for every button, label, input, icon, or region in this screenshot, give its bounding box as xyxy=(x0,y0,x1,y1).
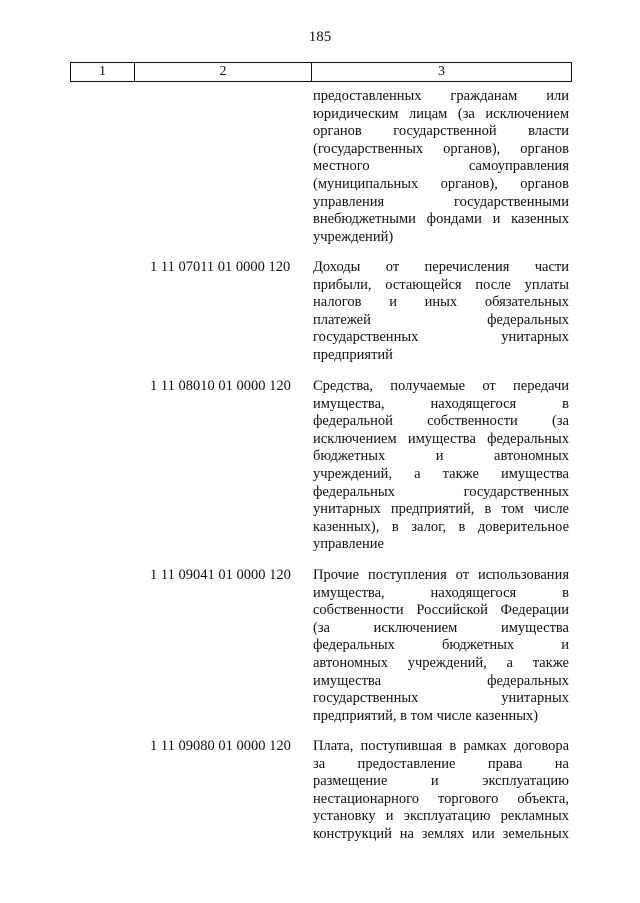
description-line: имущества, находящегося в xyxy=(313,395,569,412)
description-line: предоставленных гражданам или xyxy=(313,88,569,104)
budget-code: 1 11 09080 01 0000 120 xyxy=(150,738,291,754)
column-header-3: 3 xyxy=(312,63,572,82)
income-description xyxy=(313,88,569,246)
description-line: учреждений) xyxy=(313,228,394,245)
table-header xyxy=(70,62,572,82)
description-line: имущества федеральных xyxy=(313,672,569,689)
description-line: установку и эксплуатацию рекламных xyxy=(313,808,569,825)
description-line: унитарных предприятий, в том числе xyxy=(313,501,569,518)
description-line: прибыли, остающейся после уплаты xyxy=(313,276,569,293)
description-line: управление xyxy=(313,536,384,553)
page-number: 185 xyxy=(308,29,332,45)
description-line: собственности Российской Федерации xyxy=(313,602,569,619)
description-line: управления государственными xyxy=(313,193,569,210)
description-line: юридическим лицам (за исключением xyxy=(313,105,569,122)
column-header-2: 2 xyxy=(135,63,312,82)
description-line: конструкций на землях или земельных xyxy=(313,825,569,842)
description-line: налогов и иных обязательных xyxy=(313,294,569,311)
description-line: федеральных государственных xyxy=(313,483,569,500)
description-line: учреждений, а также имущества xyxy=(313,465,569,482)
description-line: местного самоуправления xyxy=(313,158,569,175)
budget-code: 1 11 08010 01 0000 120 xyxy=(150,378,291,394)
income-description xyxy=(313,259,569,365)
description-line: государственных унитарных xyxy=(313,329,569,346)
description-line: предприятий xyxy=(313,346,393,363)
income-description xyxy=(313,378,569,554)
description-line: платежей федеральных xyxy=(313,311,569,328)
description-line: исключением имущества федеральных xyxy=(313,430,569,447)
table-header-row xyxy=(71,63,572,82)
description-line: предприятий, в том числе казенных) xyxy=(313,707,539,724)
description-line: внебюджетными фондами и казенных xyxy=(313,211,569,228)
budget-code: 1 11 09041 01 0000 120 xyxy=(150,567,291,583)
description-line: Плата, поступившая в рамках договора xyxy=(313,738,569,754)
description-line: за предоставление права на xyxy=(313,755,569,772)
income-description xyxy=(313,738,569,844)
budget-code: 1 11 07011 01 0000 120 xyxy=(150,259,291,275)
description-line: федеральной собственности (за xyxy=(313,413,569,430)
description-line: имущества, находящегося в xyxy=(313,584,569,601)
description-line: Средства, получаемые от передачи xyxy=(313,378,569,394)
description-line: автономных учреждений, а также xyxy=(313,654,569,671)
description-line: Прочие поступления от использования xyxy=(313,567,569,583)
description-line: (государственных органов), органов xyxy=(313,140,569,157)
description-line: федеральных бюджетных и xyxy=(313,637,569,654)
description-line: размещение и эксплуатацию xyxy=(313,773,569,790)
description-line: государственных унитарных xyxy=(313,690,569,707)
description-line: органов государственной власти xyxy=(313,123,569,140)
description-line: (за исключением имущества xyxy=(313,619,569,636)
description-line: (муниципальных органов), органов xyxy=(313,175,569,192)
income-description xyxy=(313,567,569,725)
description-line: бюджетных и автономных xyxy=(313,448,569,465)
column-header-1: 1 xyxy=(71,63,135,82)
description-line: казенных), в залог, в доверительное xyxy=(313,518,569,535)
description-line: Доходы от перечисления части xyxy=(313,259,569,275)
description-line: нестационарного торгового объекта, xyxy=(313,790,569,807)
